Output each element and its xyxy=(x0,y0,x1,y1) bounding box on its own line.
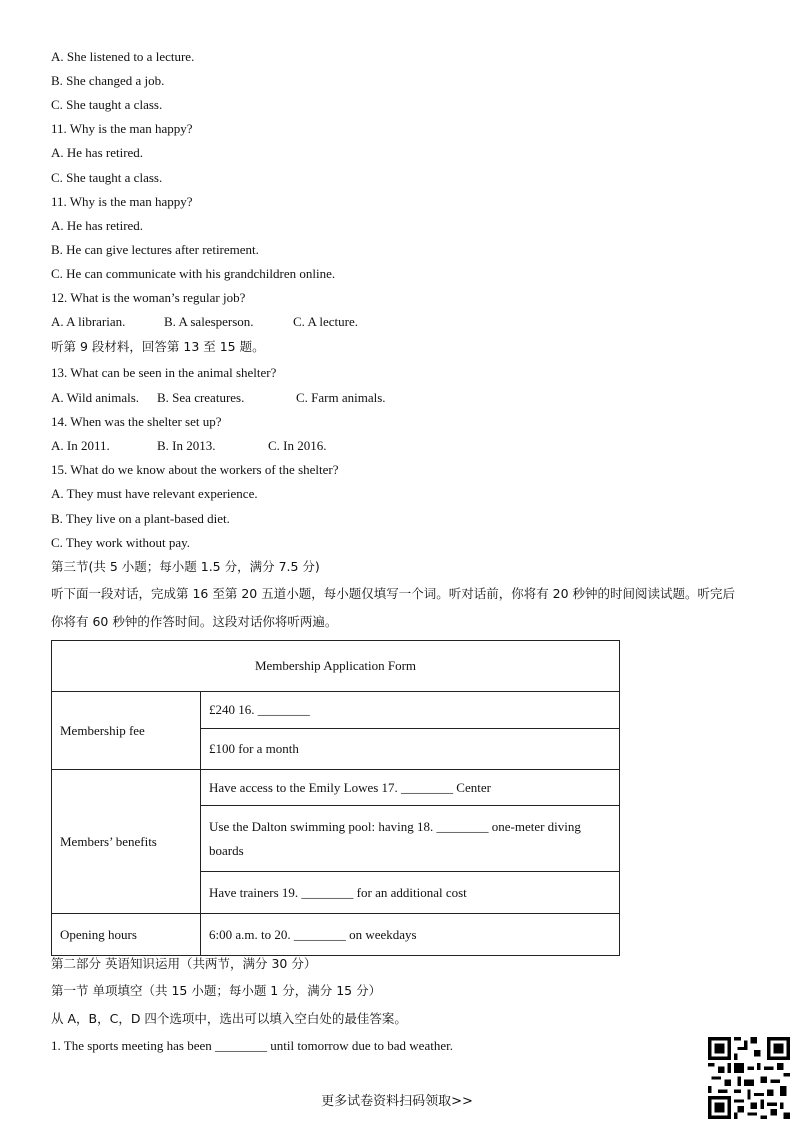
hours-value: 6:00 a.m. to 20. ________ on weekdays xyxy=(201,914,620,956)
option: C. A lecture. xyxy=(293,314,358,329)
fee-row: £240 16. ________ xyxy=(201,692,620,729)
option-line: C. They work without pay. xyxy=(51,535,191,550)
instructions: 从 A，B，C，D 四个选项中，选出可以填入空白处的最佳答案。 xyxy=(51,1011,407,1026)
option: B. Sea creatures. xyxy=(157,390,245,405)
question-line: 11. Why is the man happy? xyxy=(51,194,193,209)
question-line: 12. What is the woman’s regular job? xyxy=(51,290,246,305)
benefit-row: Have trainers 19. ________ for an additional cost xyxy=(201,872,620,914)
q12-options xyxy=(51,314,358,330)
option: B. A salesperson. xyxy=(164,314,254,329)
option-line: C. He can communicate with his grandchildren online. xyxy=(51,266,336,281)
section-instructions: 听下面一段对话，完成第 16 至第 20 五道小题，每小题仅填写一个词。听对话前，你将有 20 秒钟的时间阅读试题。听完后你将有 60 秒钟的作答时间。这段对话你将听两遍。 xyxy=(51,586,736,629)
q14-options xyxy=(51,438,327,454)
question-line: 1. The sports meeting has been ________ until tomorrow due to bad weather. xyxy=(51,1038,453,1053)
option-line: C. She taught a class. xyxy=(51,170,163,185)
option-line: B. He can give lectures after retirement. xyxy=(51,242,259,257)
fee-row: £100 for a month xyxy=(201,729,620,770)
option: C. Farm animals. xyxy=(296,390,386,405)
q13-options xyxy=(51,390,386,406)
option: B. In 2013. xyxy=(157,438,216,453)
option-line: B. She changed a job. xyxy=(51,73,165,88)
section-intro: 听第 9 段材料，回答第 13 至 15 题。 xyxy=(51,339,265,354)
benefit-row: Use the Dalton swimming pool: having 18. ________ one-meter diving boards xyxy=(201,806,620,872)
option: C. In 2016. xyxy=(268,438,327,453)
option: A. A librarian. xyxy=(51,314,126,329)
option-line: A. They must have relevant experience. xyxy=(51,486,258,501)
option-line: A. He has retired. xyxy=(51,218,144,233)
question-line: 15. What do we know about the workers of the shelter? xyxy=(51,462,339,477)
option-line: A. She listened to a lecture. xyxy=(51,49,195,64)
footer-text: 更多试卷资料扫码领取>> xyxy=(321,1094,473,1109)
question-line: 13. What can be seen in the animal shelter? xyxy=(51,365,277,380)
section-heading: 第一节 单项填空（共 15 小题；每小题 1 分，满分 15 分） xyxy=(51,983,382,998)
fee-label: Membership fee xyxy=(52,692,201,770)
option-line: A. He has retired. xyxy=(51,145,144,160)
hours-label: Opening hours xyxy=(52,914,201,956)
benefit-row: Have access to the Emily Lowes 17. ________ Center xyxy=(201,770,620,806)
section-heading: 第三节(共 5 小题；每小题 1.5 分，满分 7.5 分) xyxy=(51,559,320,574)
option-line: C. She taught a class. xyxy=(51,97,163,112)
membership-form-table xyxy=(51,640,620,956)
benefits-label: Members’ benefits xyxy=(52,770,201,914)
form-title: Membership Application Form xyxy=(52,641,620,692)
option: A. Wild animals. xyxy=(51,390,140,405)
option: A. In 2011. xyxy=(51,438,110,453)
part-heading: 第二部分 英语知识运用（共两节，满分 30 分） xyxy=(51,956,317,971)
question-line: 11. Why is the man happy? xyxy=(51,121,193,136)
option-line: B. They live on a plant-based diet. xyxy=(51,511,230,526)
question-line: 14. When was the shelter set up? xyxy=(51,414,222,429)
